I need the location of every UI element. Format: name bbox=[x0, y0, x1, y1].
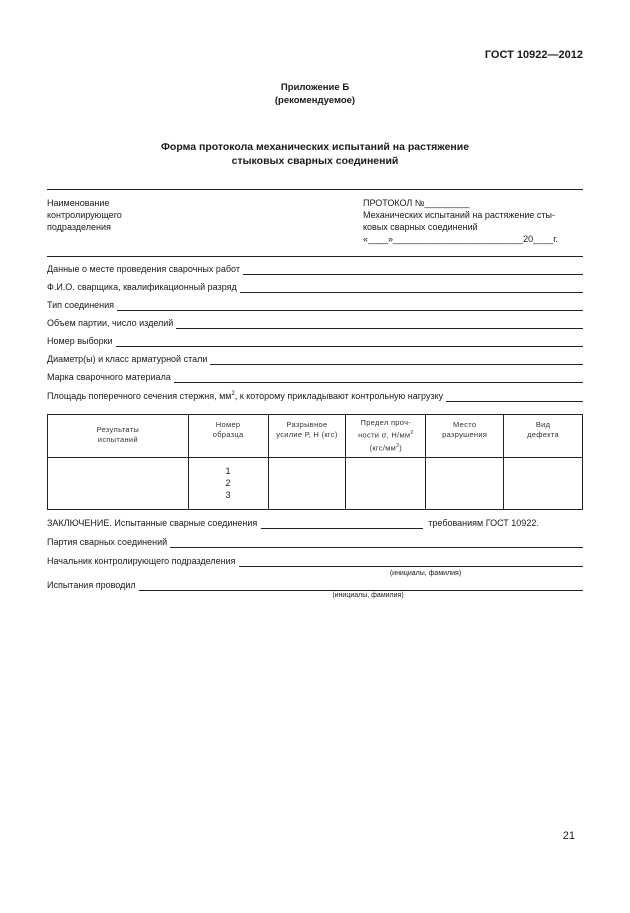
batch-label: Партия сварных соединений bbox=[47, 537, 168, 547]
field-row bbox=[47, 264, 583, 275]
batch-blank[interactable] bbox=[170, 538, 583, 548]
annex-title: Приложение Б bbox=[280, 82, 350, 93]
field-blank[interactable] bbox=[116, 337, 583, 347]
col-fracture-header: Место разрушения bbox=[426, 415, 504, 458]
mid-divider bbox=[47, 256, 583, 257]
conclusion-suffix: требованиям ГОСТ 10922. bbox=[428, 518, 539, 528]
protocol-date[interactable]: «____»__________________________20____г. bbox=[363, 234, 558, 244]
field-blank[interactable] bbox=[243, 265, 583, 275]
col-strength-header: Предел проч- ности σ, $Н/мм^2$ $(кгс/мм^2)$ bbox=[346, 415, 426, 458]
area-blank[interactable] bbox=[446, 392, 583, 402]
field-blank[interactable] bbox=[174, 373, 583, 383]
page-number: 21 bbox=[562, 830, 575, 842]
field-label: Диаметр(ы) и класс арматурной стали bbox=[47, 354, 208, 364]
form-title-line1: Форма протокола механических испытаний на растяжение bbox=[160, 141, 470, 153]
area-field-row bbox=[47, 391, 583, 402]
col-force-header: Разрывное усилие Р, Н (кгс) bbox=[268, 415, 346, 458]
head-row bbox=[47, 556, 583, 567]
standard-number: ГОСТ 10922—2012 bbox=[484, 49, 583, 61]
defect-cell[interactable] bbox=[504, 458, 583, 510]
strength-cell[interactable] bbox=[346, 458, 426, 510]
field-label: Номер выборки bbox=[47, 336, 113, 346]
col-defect-header: Вид дефекта bbox=[504, 415, 583, 458]
protocol-block bbox=[363, 197, 583, 245]
table-header-row bbox=[48, 415, 583, 458]
force-cell[interactable] bbox=[268, 458, 346, 510]
field-label: Тип соединения bbox=[47, 300, 115, 310]
fracture-cell[interactable] bbox=[426, 458, 504, 510]
field-blank[interactable] bbox=[117, 301, 583, 311]
field-blank[interactable] bbox=[240, 283, 583, 293]
table-body-row bbox=[48, 458, 583, 510]
field-row bbox=[47, 282, 583, 293]
field-label: Марка сварочного материала bbox=[47, 372, 171, 382]
field-row bbox=[47, 336, 583, 347]
results-table bbox=[47, 414, 583, 510]
protocol-line2: Механических испытаний на растяжение сты- bbox=[363, 210, 555, 220]
org-block bbox=[47, 197, 122, 233]
head-blank[interactable] bbox=[239, 557, 583, 567]
tester-row bbox=[47, 580, 583, 591]
org-line3: подразделения bbox=[47, 222, 111, 232]
tester-caption: (инициалы, фамилия) bbox=[332, 592, 404, 599]
org-line1: Наименование bbox=[47, 198, 110, 208]
field-row bbox=[47, 318, 583, 329]
sample-number: 2 bbox=[225, 478, 231, 488]
head-caption: (инициалы, фамилия) bbox=[389, 570, 462, 577]
top-divider bbox=[47, 189, 583, 190]
area-label: Площадь поперечного сечения стержня, $мм^2$, к которому прикладывают контрольную нагрузку bbox=[47, 391, 444, 401]
protocol-line3: ковых сварных соединений bbox=[363, 222, 478, 232]
sample-number: 1 bbox=[225, 466, 231, 476]
conclusion-label: ЗАКЛЮЧЕНИЕ. Испытанные сварные соединения bbox=[47, 518, 258, 528]
col-sample-header: Номер образца bbox=[188, 415, 268, 458]
annex-status: (рекомендуемое) bbox=[274, 95, 356, 106]
col-results-header: Результаты испытаний bbox=[48, 415, 189, 458]
tester-blank[interactable] bbox=[139, 581, 583, 591]
sample-numbers-cell bbox=[188, 458, 268, 510]
field-row bbox=[47, 354, 583, 365]
field-blank[interactable] bbox=[176, 319, 583, 329]
protocol-number[interactable]: ПРОТОКОЛ №_________ bbox=[363, 198, 470, 208]
field-row bbox=[47, 372, 583, 383]
sample-number: 3 bbox=[225, 490, 231, 500]
conclusion-row bbox=[47, 518, 583, 529]
field-label: Данные о месте проведения сварочных работ bbox=[47, 264, 240, 274]
field-label: Ф.И.О. сварщика, квалификационный разряд bbox=[47, 282, 237, 292]
field-label: Объем партии, число изделий bbox=[47, 318, 174, 328]
results-cell[interactable] bbox=[48, 458, 189, 510]
conclusion-blank[interactable] bbox=[261, 519, 423, 529]
batch-row bbox=[47, 537, 583, 548]
head-label: Начальник контролирующего подразделения bbox=[47, 556, 236, 566]
org-line2: контролирующего bbox=[47, 210, 122, 220]
field-blank[interactable] bbox=[210, 355, 583, 365]
field-row bbox=[47, 300, 583, 311]
form-title-line2: стыковых сварных соединений bbox=[231, 155, 399, 167]
tester-label: Испытания проводил bbox=[47, 580, 136, 590]
